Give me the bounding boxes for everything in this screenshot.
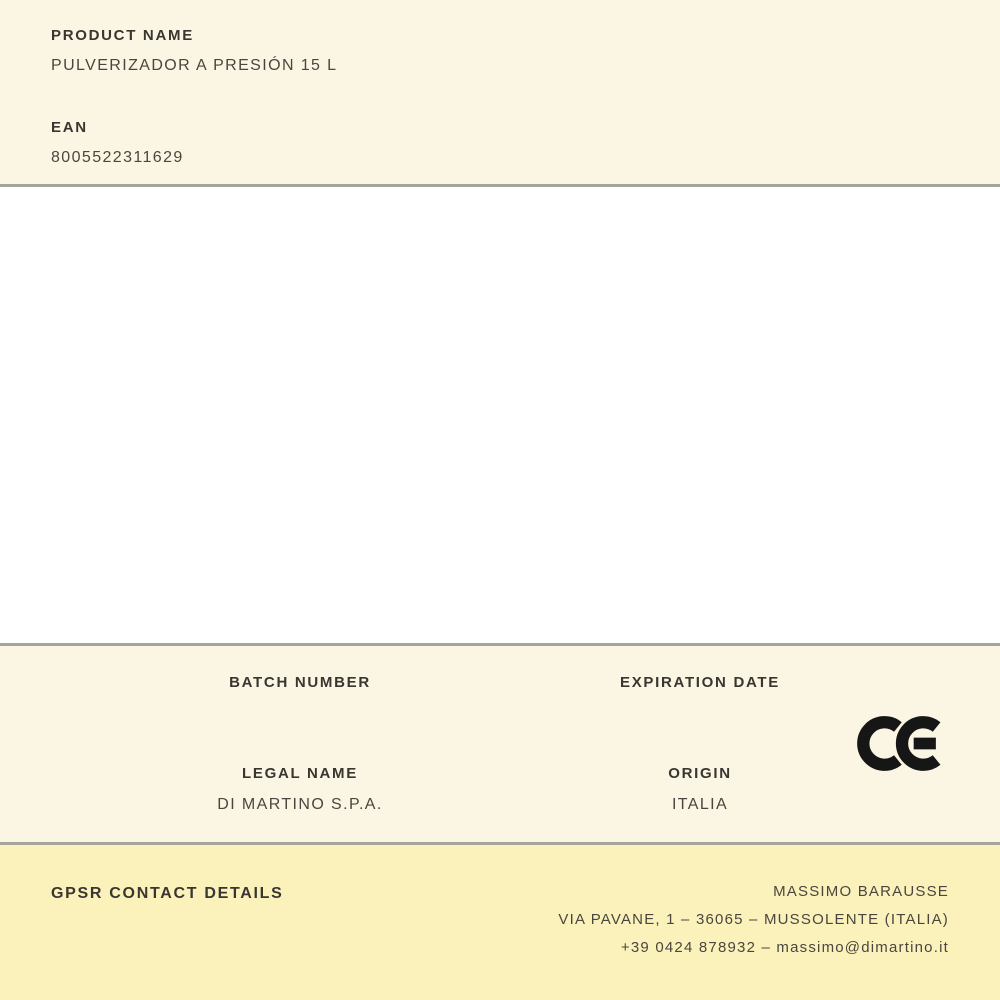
gpsr-contact-section xyxy=(0,845,1000,1000)
ean-field xyxy=(51,119,949,167)
product-name-field xyxy=(51,27,949,75)
product-name-label: PRODUCT NAME xyxy=(51,27,194,44)
details-row-legal-origin xyxy=(100,765,900,814)
origin-field xyxy=(500,765,900,814)
blank-content-area xyxy=(0,187,1000,646)
product-name-value: PULVERIZADOR A PRESIÓN 15 L xyxy=(51,57,338,74)
ean-label: EAN xyxy=(51,119,88,136)
details-section xyxy=(0,646,1000,845)
batch-number-field xyxy=(100,674,500,691)
gpsr-contact-name: MASSIMO BARAUSSE xyxy=(773,883,949,900)
gpsr-contact-phone-email: +39 0424 878932 – massimo@dimartino.it xyxy=(620,939,949,956)
expiration-date-label: EXPIRATION DATE xyxy=(620,674,780,691)
expiration-date-field xyxy=(500,674,900,691)
gpsr-contact-label: GPSR CONTACT DETAILS xyxy=(51,885,284,902)
legal-name-value: DI MARTINO S.P.A. xyxy=(217,796,383,813)
gpsr-contact-block xyxy=(558,878,949,1000)
legal-name-label: LEGAL NAME xyxy=(242,765,358,782)
origin-value: ITALIA xyxy=(671,796,729,813)
product-header-section xyxy=(0,0,1000,187)
batch-number-label: BATCH NUMBER xyxy=(229,674,371,691)
details-row-batch-expiration xyxy=(100,674,900,691)
origin-label: ORIGIN xyxy=(668,765,732,782)
ce-mark-icon xyxy=(857,712,942,775)
legal-name-field xyxy=(100,765,500,814)
gpsr-contact-address: VIA PAVANE, 1 – 36065 – MUSSOLENTE (ITALIA) xyxy=(558,911,949,928)
ean-value: 8005522311629 xyxy=(51,149,184,166)
